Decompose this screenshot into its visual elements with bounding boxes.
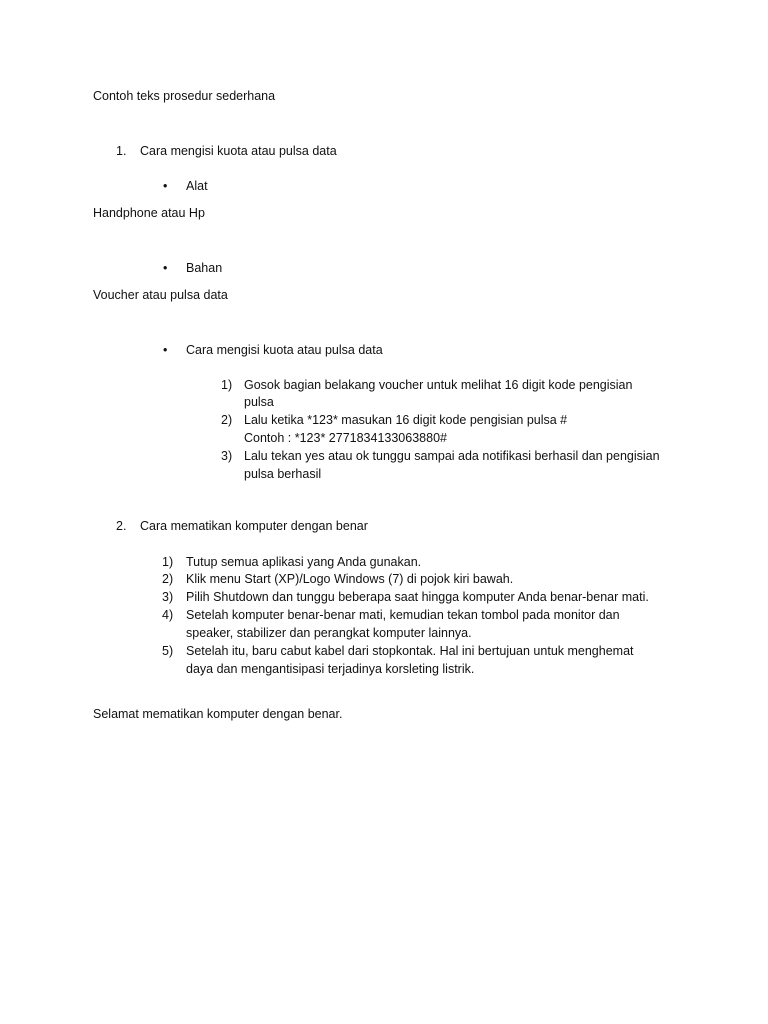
- s1-step-3-line-2: pulsa berhasil: [244, 467, 322, 481]
- bahan-text: Voucher atau pulsa data: [93, 288, 228, 302]
- cara-label: Cara mengisi kuota atau pulsa data: [186, 343, 383, 357]
- section-1-number: 1.: [116, 144, 127, 158]
- bahan-label: Bahan: [186, 261, 223, 275]
- s2-step-3-number: 3): [162, 590, 174, 604]
- section-2-number: 2.: [116, 519, 127, 533]
- bullet-bahan: •: [163, 261, 168, 275]
- s2-step-4-number: 4): [162, 608, 174, 622]
- s1-step-1-line-1: Gosok bagian belakang voucher untuk melihat 16 digit kode pengisian: [244, 378, 633, 392]
- document-title: Contoh teks prosedur sederhana: [93, 89, 276, 103]
- s2-step-3-line-1: Pilih Shutdown dan tunggu beberapa saat hingga komputer Anda benar-benar mati.: [186, 590, 649, 604]
- bullet-cara: •: [163, 343, 168, 357]
- closing-text: Selamat mematikan komputer dengan benar.: [93, 707, 343, 721]
- s1-step-3-number: 3): [221, 449, 233, 463]
- s2-step-5-line-1: Setelah itu, baru cabut kabel dari stopkontak. Hal ini bertujuan untuk menghemat: [186, 644, 634, 658]
- s2-step-5-number: 5): [162, 644, 174, 658]
- s1-step-1-line-2: pulsa: [244, 395, 274, 409]
- s1-step-2-line-2: Contoh : *123* 2771834133063880#: [244, 431, 447, 445]
- s1-step-2-line-1: Lalu ketika *123* masukan 16 digit kode pengisian pulsa #: [244, 413, 568, 427]
- s1-step-2-number: 2): [221, 413, 233, 427]
- section-1-heading: Cara mengisi kuota atau pulsa data: [140, 144, 337, 158]
- s1-step-3-line-1: Lalu tekan yes atau ok tunggu sampai ada notifikasi berhasil dan pengisian: [244, 449, 660, 463]
- s2-step-1-number: 1): [162, 555, 174, 569]
- alat-label: Alat: [186, 179, 208, 193]
- bullet-alat: •: [163, 179, 168, 193]
- alat-text: Handphone atau Hp: [93, 206, 205, 220]
- s1-step-1-number: 1): [221, 378, 233, 392]
- s2-step-5-line-2: daya dan mengantisipasi terjadinya korsleting listrik.: [186, 662, 475, 676]
- s2-step-2-number: 2): [162, 572, 174, 586]
- s2-step-4-line-2: speaker, stabilizer dan perangkat komputer lainnya.: [186, 626, 472, 640]
- s2-step-4-line-1: Setelah komputer benar-benar mati, kemudian tekan tombol pada monitor dan: [186, 608, 620, 622]
- section-2-heading: Cara mematikan komputer dengan benar: [140, 519, 368, 533]
- s2-step-1-line-1: Tutup semua aplikasi yang Anda gunakan.: [186, 555, 422, 569]
- s2-step-2-line-1: Klik menu Start (XP)/Logo Windows (7) di pojok kiri bawah.: [186, 572, 514, 586]
